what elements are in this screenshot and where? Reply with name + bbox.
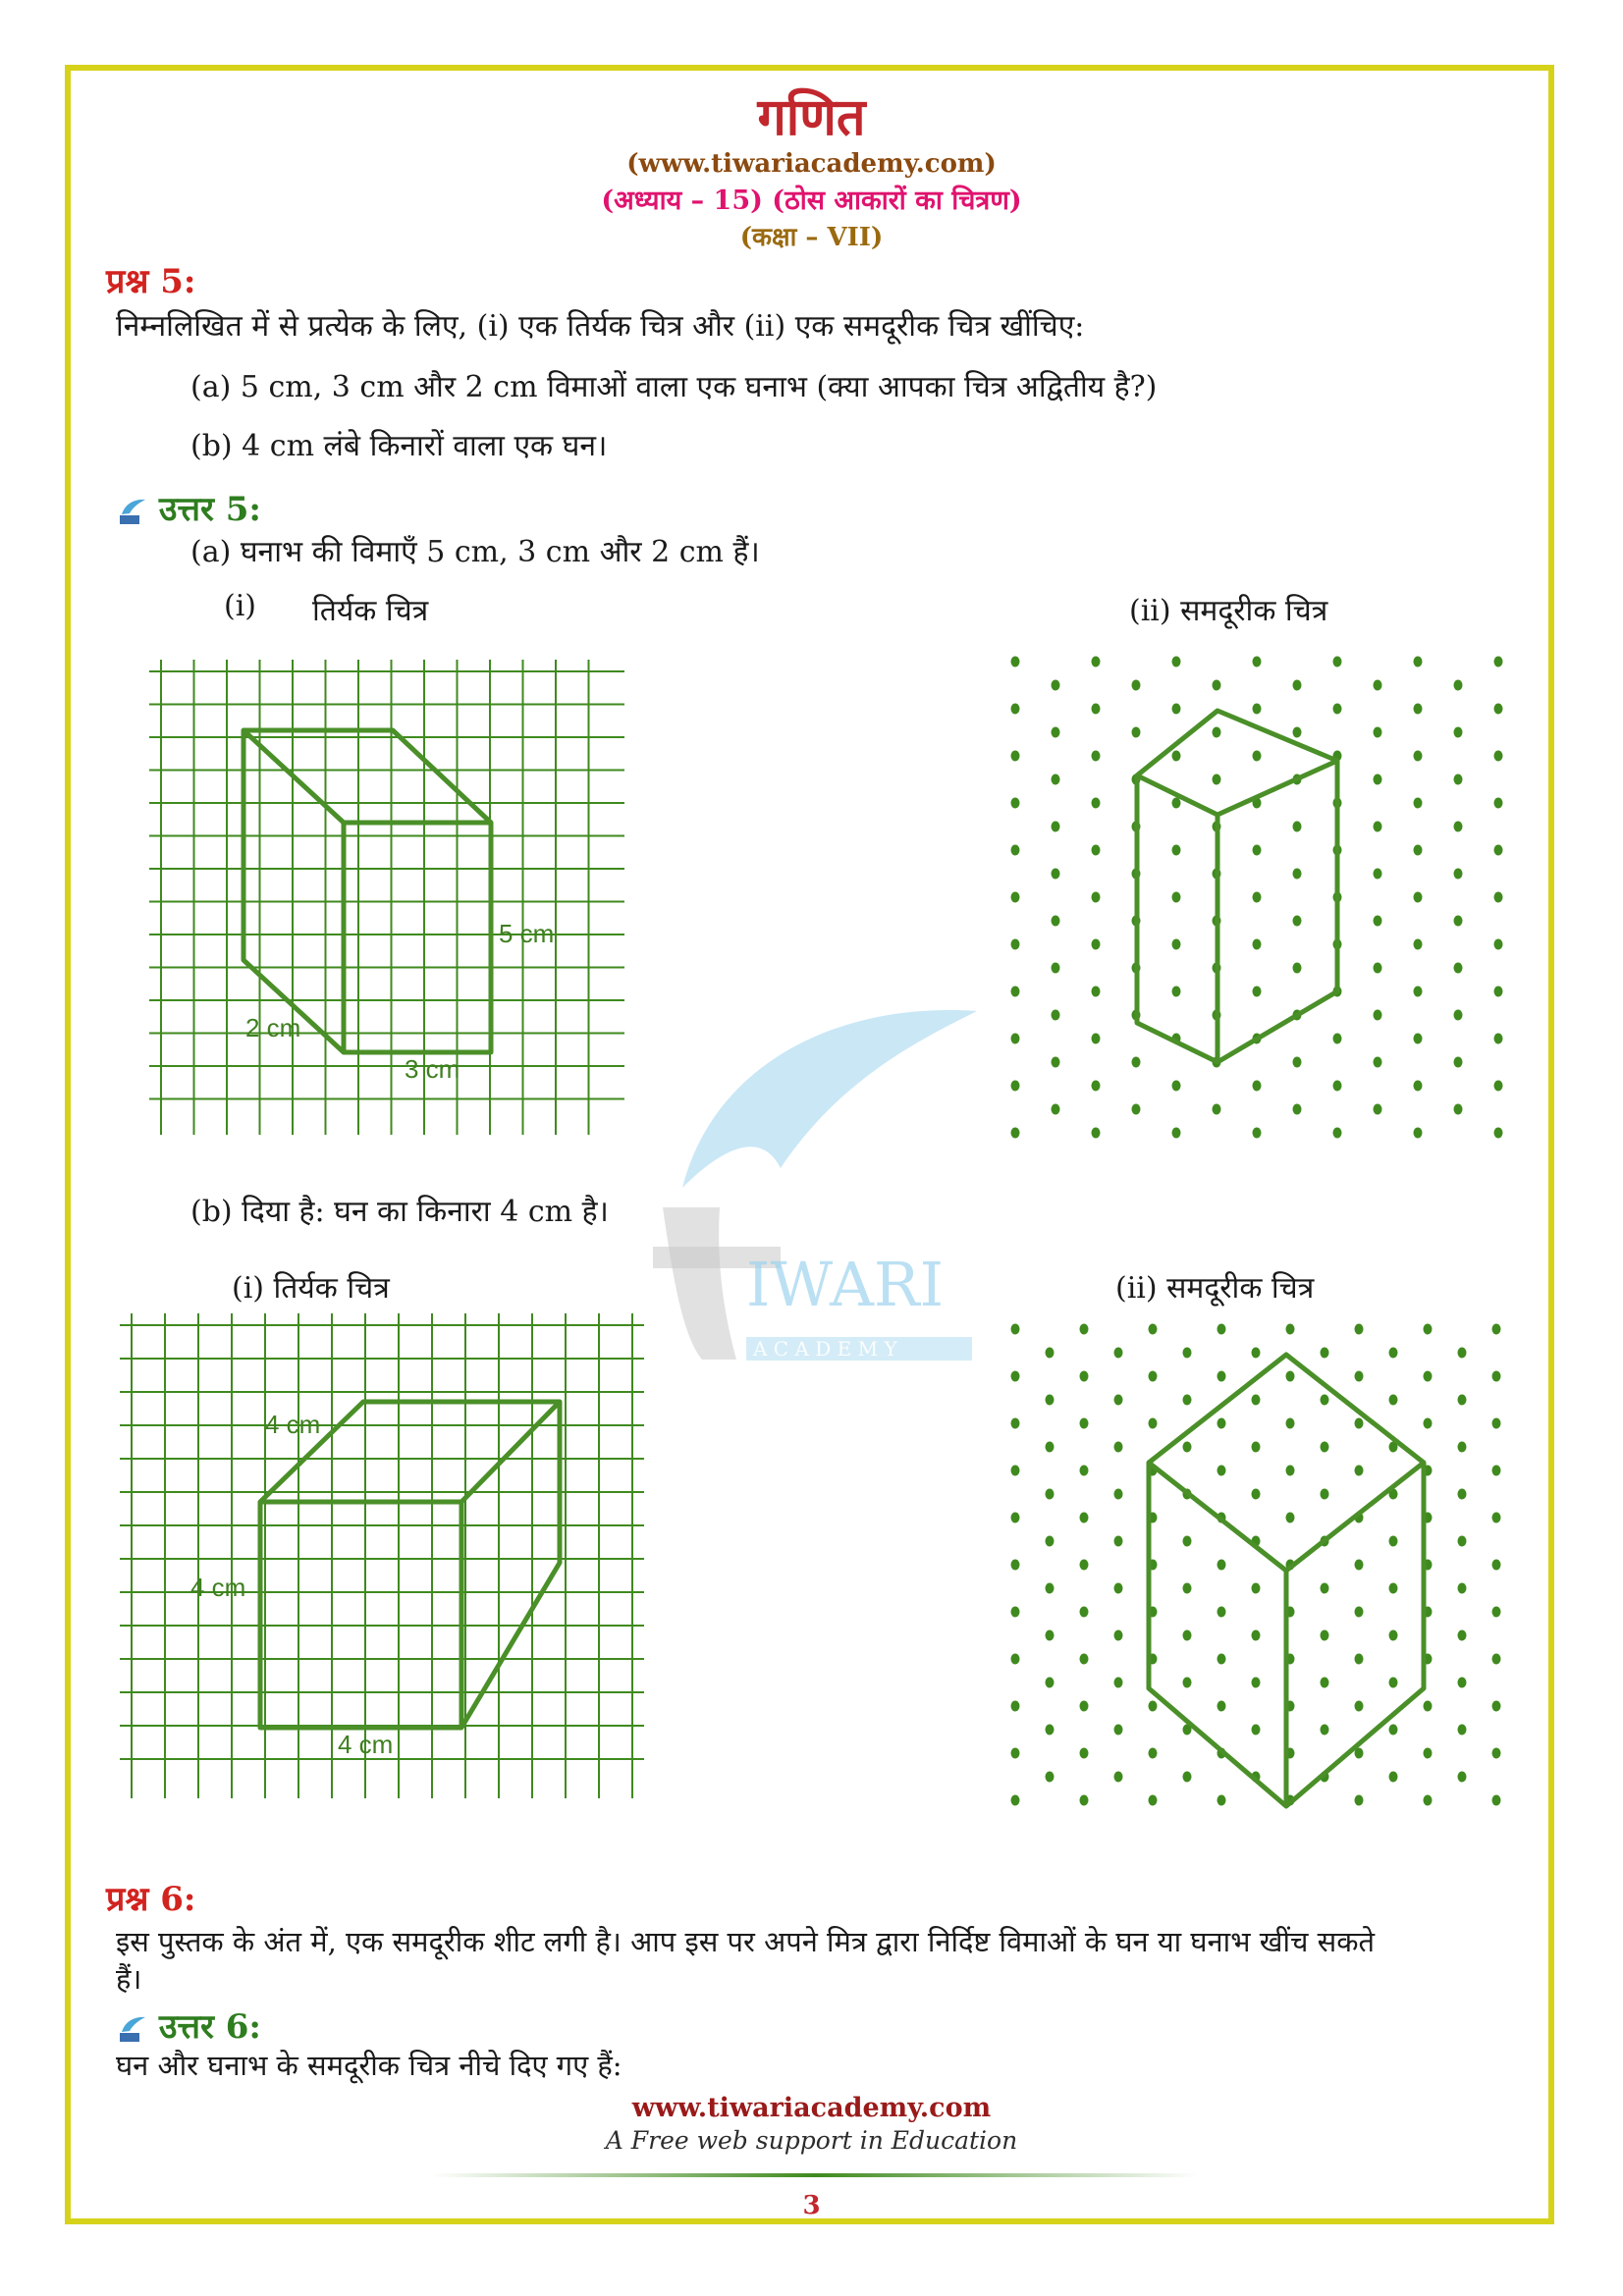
grid-dot xyxy=(1454,1057,1463,1068)
grid-dot xyxy=(1011,1081,1020,1092)
grid-dot xyxy=(1374,774,1382,785)
grid-dot xyxy=(1494,657,1503,667)
grid-dot xyxy=(1080,1466,1089,1476)
grid-dot xyxy=(1333,1081,1342,1092)
grid-dot xyxy=(1217,1795,1226,1806)
grid-dot xyxy=(1046,1348,1055,1359)
grid-dot xyxy=(1389,1772,1398,1783)
grid-dot xyxy=(1092,751,1101,762)
grid-dot xyxy=(1252,1583,1261,1594)
grid-dot xyxy=(1355,1466,1364,1476)
grid-dot xyxy=(1494,1034,1503,1044)
grid-dot xyxy=(1424,1324,1433,1335)
grid-dot xyxy=(1454,963,1463,974)
grid-dot xyxy=(1183,1678,1192,1688)
grid-dot xyxy=(1389,1630,1398,1641)
grid-dot xyxy=(1321,1725,1329,1735)
grid-dot xyxy=(1149,1748,1158,1759)
grid-dot xyxy=(1092,1081,1101,1092)
grid-dot xyxy=(1132,1104,1141,1115)
grid-dot xyxy=(1217,1607,1226,1618)
grid-dot xyxy=(1011,1654,1020,1665)
grid-dot xyxy=(1458,1536,1467,1547)
cube-edges xyxy=(260,1402,560,1728)
grid-dot xyxy=(1492,1466,1501,1476)
grid-dot xyxy=(1046,1489,1055,1500)
grid-dot xyxy=(1213,1104,1221,1115)
grid-dot xyxy=(1293,822,1302,832)
grid-dot xyxy=(1092,987,1101,997)
grid-dot xyxy=(1424,1371,1433,1382)
footer-divider xyxy=(432,2169,1198,2181)
grid-dot xyxy=(1092,704,1101,715)
grid-dot xyxy=(1494,939,1503,950)
grid-dot xyxy=(1092,1128,1101,1139)
grid-dot xyxy=(1355,1418,1364,1429)
grid-dot xyxy=(1414,1128,1423,1139)
answer-6-heading: उत्तर 6: xyxy=(158,2007,261,2047)
grid-dot xyxy=(1052,869,1060,880)
answer-5-part-a: (a) घनाभ की विमाएँ 5 cm, 3 cm और 2 cm हैं। xyxy=(190,535,760,569)
grid-dot xyxy=(1293,869,1302,880)
grid-dot xyxy=(1492,1324,1501,1335)
grid-dot xyxy=(1389,1395,1398,1406)
grid-dot xyxy=(1011,939,1020,950)
question-6-text-line1: इस पुस्तक के अंत में, एक समदूरीक शीट लगी है। आप इस पर अपने मित्र द्वारा निर्दिष्ट विमाओं के घन या घनाभ खींच सकते xyxy=(116,1925,1376,1958)
grid-dot xyxy=(1011,1795,1020,1806)
grid-dot xyxy=(1217,1371,1226,1382)
grid-dot xyxy=(1454,1010,1463,1021)
grid-dot xyxy=(1183,1395,1192,1406)
grid-dot xyxy=(1080,1371,1089,1382)
grid-dot xyxy=(1114,1772,1123,1783)
grid-dot xyxy=(1494,798,1503,809)
label-2cm: 2 cm xyxy=(245,1013,301,1042)
edge-top-right xyxy=(1217,761,1337,815)
grid-dot xyxy=(1286,1513,1295,1523)
grid-dot xyxy=(1355,1701,1364,1712)
grid-dot xyxy=(1355,1795,1364,1806)
grid-dot xyxy=(1080,1701,1089,1712)
grid-dot xyxy=(1252,1489,1261,1500)
grid-dot xyxy=(1011,1128,1020,1139)
grid-dot xyxy=(1172,939,1181,950)
grid-dot xyxy=(1011,1513,1020,1523)
grid-dot xyxy=(1011,892,1020,903)
grid-dot xyxy=(1454,774,1463,785)
grid-dot xyxy=(1252,1348,1261,1359)
grid-dot xyxy=(1011,751,1020,762)
grid-dot xyxy=(1217,1324,1226,1335)
isometric-cuboid-figure xyxy=(992,638,1542,1148)
question-5-part-b: (b) 4 cm लंबे किनारों वाला एक घन। xyxy=(190,429,608,463)
grid-dot xyxy=(1114,1442,1123,1453)
grid-dot xyxy=(1052,1010,1060,1021)
grid-dot xyxy=(1149,1418,1158,1429)
grid-dot xyxy=(1414,704,1423,715)
grid-dot xyxy=(1424,1418,1433,1429)
grid-dot xyxy=(1414,751,1423,762)
grid-dot xyxy=(1355,1607,1364,1618)
cuboid-edges xyxy=(1137,711,1337,1062)
fig3-label: (i) तिर्यक चित्र xyxy=(232,1271,390,1306)
grid-dot xyxy=(1183,1772,1192,1783)
grid-dot xyxy=(1389,1678,1398,1688)
grid-dot xyxy=(1080,1795,1089,1806)
grid-dot xyxy=(1293,963,1302,974)
answer-6-text: घन और घनाभ के समदूरीक चित्र नीचे दिए गए हैं: xyxy=(116,2049,622,2082)
isometric-dot-grid xyxy=(1011,1324,1501,1806)
grid-dot xyxy=(1052,822,1060,832)
grid-dot xyxy=(1253,1128,1262,1139)
fig2-label: (ii) समदूरीक चित्र xyxy=(1129,594,1328,628)
oblique-cube-figure xyxy=(118,1306,648,1806)
grid-dot xyxy=(1333,704,1342,715)
cuboid-edges xyxy=(243,730,491,1052)
grid-dot xyxy=(1092,798,1101,809)
grid-dot xyxy=(1046,1395,1055,1406)
grid-dot xyxy=(1286,1371,1295,1382)
grid-dot xyxy=(1149,1795,1158,1806)
grid-dot xyxy=(1374,1104,1382,1115)
grid-dot xyxy=(1114,1725,1123,1735)
grid-dot xyxy=(1046,1583,1055,1594)
grid-dot xyxy=(1321,1348,1329,1359)
grid-dot xyxy=(1114,1583,1123,1594)
answer-5-heading-row xyxy=(116,485,261,530)
grid-dot xyxy=(1011,1701,1020,1712)
grid-dot xyxy=(1011,1748,1020,1759)
fig1-label-text: तिर्यक चित्र xyxy=(312,594,429,628)
grid-dot xyxy=(1132,1057,1141,1068)
grid-dot xyxy=(1454,822,1463,832)
grid-dot xyxy=(1183,1442,1192,1453)
grid-dot xyxy=(1492,1654,1501,1665)
grid-dot xyxy=(1414,798,1423,809)
grid-dot xyxy=(1458,1395,1467,1406)
grid-dot xyxy=(1253,939,1262,950)
grid-dot xyxy=(1149,1701,1158,1712)
grid-dot xyxy=(1414,1034,1423,1044)
grid-dot xyxy=(1172,845,1181,856)
answer-5-heading: उत्तर 5: xyxy=(158,490,261,529)
grid-dot xyxy=(1080,1513,1089,1523)
grid-dot xyxy=(1172,1128,1181,1139)
grid-dot xyxy=(1286,1418,1295,1429)
grid-dot xyxy=(1414,845,1423,856)
cuboid-outline xyxy=(243,730,491,1052)
grid-dot xyxy=(1494,751,1503,762)
grid-dot xyxy=(1494,892,1503,903)
grid-dot xyxy=(1355,1560,1364,1571)
label-depth-4cm: 4 cm xyxy=(265,1410,321,1439)
grid-dot xyxy=(1458,1678,1467,1688)
label-height-4cm: 4 cm xyxy=(190,1573,246,1602)
question-5-part-a: (a) 5 cm, 3 cm और 2 cm विमाओं वाला एक घनाभ (क्या आपका चित्र अद्वितीय है?) xyxy=(190,370,1158,404)
grid-dot xyxy=(1389,1725,1398,1735)
grid-dot xyxy=(1213,727,1221,738)
edge-top-right-diagonal xyxy=(461,1402,560,1502)
grid-dot xyxy=(1494,704,1503,715)
grid-dot xyxy=(1389,1536,1398,1547)
grid-dot xyxy=(1080,1324,1089,1335)
grid-dot xyxy=(1011,1418,1020,1429)
grid-dot xyxy=(1374,680,1382,691)
tiwari-watermark xyxy=(643,982,997,1374)
grid-dot xyxy=(1183,1630,1192,1641)
grid-dot xyxy=(1252,1630,1261,1641)
grid-dot xyxy=(1046,1772,1055,1783)
class-label: (कक्षा – VII) xyxy=(739,223,884,252)
grid-dot xyxy=(1492,1701,1501,1712)
grid-dot xyxy=(1458,1583,1467,1594)
grid-dot xyxy=(1052,774,1060,785)
grid-dot xyxy=(1355,1371,1364,1382)
grid-dot xyxy=(1114,1348,1123,1359)
grid-dot xyxy=(1374,1010,1382,1021)
watermark-sub: A C A D E M Y xyxy=(753,1337,897,1361)
grid-dot xyxy=(1132,680,1141,691)
grid-dot xyxy=(1492,1795,1501,1806)
header-website: (www.tiwariacademy.com) xyxy=(626,149,997,179)
answer-6-heading-row xyxy=(116,2002,261,2048)
grid-dot xyxy=(1454,916,1463,927)
grid-dot xyxy=(1213,680,1221,691)
question-6-heading: प्रश्न 6: xyxy=(106,1880,196,1919)
grid-dot xyxy=(1492,1748,1501,1759)
grid-dot xyxy=(1132,727,1141,738)
grid-dot xyxy=(1046,1536,1055,1547)
grid-dot xyxy=(1458,1348,1467,1359)
grid-dot xyxy=(1424,1795,1433,1806)
grid-dot xyxy=(1052,1104,1060,1115)
grid-dot xyxy=(1458,1489,1467,1500)
grid-dot xyxy=(1183,1348,1192,1359)
grid-dot xyxy=(1454,1104,1463,1115)
grid-dot xyxy=(1172,751,1181,762)
grid-dot xyxy=(1293,680,1302,691)
grid-dot xyxy=(1293,916,1302,927)
isometric-cube-figure xyxy=(992,1306,1542,1836)
grid-dot xyxy=(1253,845,1262,856)
grid-dot xyxy=(1494,987,1503,997)
question-5-text: निम्नलिखित में से प्रत्येक के लिए, (i) एक तिर्यक चित्र और (ii) एक समदूरीक चित्र खींचिए: xyxy=(116,309,1085,344)
grid-dot xyxy=(1374,869,1382,880)
grid-dot xyxy=(1011,1371,1020,1382)
grid-dot xyxy=(1374,916,1382,927)
grid-dot xyxy=(1253,892,1262,903)
grid-dot xyxy=(1333,1128,1342,1139)
grid-dot xyxy=(1293,727,1302,738)
grid-dot xyxy=(1414,657,1423,667)
grid-dot xyxy=(1046,1442,1055,1453)
grid-dot xyxy=(1458,1442,1467,1453)
grid-dot xyxy=(1114,1489,1123,1500)
grid-dot xyxy=(1414,1081,1423,1092)
grid-dot xyxy=(1355,1654,1364,1665)
grid-dot xyxy=(1092,939,1101,950)
grid-dot xyxy=(1374,963,1382,974)
grid-dot xyxy=(1321,1583,1329,1594)
grid-dot xyxy=(1494,845,1503,856)
grid-dot xyxy=(1492,1513,1501,1523)
grid-dot xyxy=(1492,1371,1501,1382)
grid-dot xyxy=(1286,1324,1295,1335)
grid-dot xyxy=(1253,987,1262,997)
grid-dot xyxy=(1424,1748,1433,1759)
grid-dot xyxy=(1414,987,1423,997)
grid-dot xyxy=(1172,798,1181,809)
grid-dot xyxy=(1374,822,1382,832)
grid-dot xyxy=(1183,1583,1192,1594)
grid-dot xyxy=(1046,1725,1055,1735)
grid-dot xyxy=(1286,1466,1295,1476)
grid-dot xyxy=(1389,1348,1398,1359)
grid-dot xyxy=(1011,1560,1020,1571)
grid-dot xyxy=(1080,1560,1089,1571)
grid-dot xyxy=(1213,774,1221,785)
grid-dot xyxy=(1458,1772,1467,1783)
grid-dot xyxy=(1011,1034,1020,1044)
grid-dot xyxy=(1454,727,1463,738)
grid-dot xyxy=(1253,751,1262,762)
label-width-4cm: 4 cm xyxy=(338,1730,394,1759)
grid-dot xyxy=(1011,657,1020,667)
grid-dot xyxy=(1414,939,1423,950)
grid-dot xyxy=(1149,1371,1158,1382)
grid-dot xyxy=(1092,845,1101,856)
fig1-label-num: (i) xyxy=(224,589,257,623)
oblique-cuboid-figure xyxy=(147,658,628,1139)
grid-dot xyxy=(1011,1607,1020,1618)
question-5-heading: प्रश्न 5: xyxy=(106,262,196,301)
grid-dot xyxy=(1052,1057,1060,1068)
footer-tagline: A Free web support in Education xyxy=(605,2126,1018,2155)
grid-dot xyxy=(1011,798,1020,809)
grid-dot xyxy=(1114,1678,1123,1688)
grid-dot xyxy=(1172,657,1181,667)
grid-dot xyxy=(1080,1607,1089,1618)
grid-dot xyxy=(1052,963,1060,974)
grid-dot xyxy=(1252,1678,1261,1688)
grid-dot xyxy=(1011,845,1020,856)
grid-dot xyxy=(1321,1489,1329,1500)
grid-dot xyxy=(1217,1560,1226,1571)
grid-dot xyxy=(1492,1560,1501,1571)
grid-dot xyxy=(1149,1324,1158,1335)
grid-dot xyxy=(1454,869,1463,880)
grid-dot xyxy=(1414,892,1423,903)
label-3cm: 3 cm xyxy=(405,1054,460,1084)
grid-dot xyxy=(1454,680,1463,691)
grid-dot xyxy=(1253,1081,1262,1092)
grid-dot xyxy=(1092,1034,1101,1044)
grid-dot xyxy=(1321,1442,1329,1453)
watermark-brand: IWARI xyxy=(746,1249,945,1320)
grid-dot xyxy=(1172,704,1181,715)
grid-dot xyxy=(1052,916,1060,927)
grid-dot xyxy=(1494,1081,1503,1092)
grid-dot xyxy=(1253,704,1262,715)
grid-dot xyxy=(1217,1654,1226,1665)
question-6-text-line2: हैं। xyxy=(116,1962,142,1996)
grid-dot xyxy=(1389,1583,1398,1594)
grid-dot xyxy=(1092,892,1101,903)
grid-dot xyxy=(1321,1395,1329,1406)
grid-dot xyxy=(1080,1418,1089,1429)
grid-dot xyxy=(1011,987,1020,997)
cuboid-outline xyxy=(1137,711,1337,1062)
grid-dot xyxy=(1252,1725,1261,1735)
grid-dot xyxy=(1172,892,1181,903)
grid-dot xyxy=(1046,1678,1055,1688)
grid-dot xyxy=(1092,657,1101,667)
grid-dot xyxy=(1080,1748,1089,1759)
grid-dot xyxy=(1321,1678,1329,1688)
grid-dot xyxy=(1253,657,1262,667)
grid-dot xyxy=(1172,1081,1181,1092)
edge-top-right xyxy=(1286,1463,1424,1571)
label-5cm: 5 cm xyxy=(499,919,555,948)
edge-top-left xyxy=(1137,775,1217,815)
grid-dot xyxy=(1114,1536,1123,1547)
chapter-title: (अध्याय – 15) (ठोस आकारों का चित्रण) xyxy=(601,186,1022,216)
edge-top-left xyxy=(1149,1463,1286,1571)
grid-dot xyxy=(1458,1630,1467,1641)
grid-dot xyxy=(1321,1630,1329,1641)
page-title: गणित xyxy=(757,87,866,147)
grid-dot xyxy=(1458,1725,1467,1735)
grid-dot xyxy=(1374,727,1382,738)
grid-dot xyxy=(1217,1466,1226,1476)
grid-dot xyxy=(1114,1395,1123,1406)
grid-dot xyxy=(1052,727,1060,738)
grid-dot xyxy=(1011,1324,1020,1335)
grid-dot xyxy=(1293,1057,1302,1068)
grid-dot xyxy=(1172,987,1181,997)
tiwari-logo-icon xyxy=(116,497,147,526)
page-number: 3 xyxy=(802,2191,821,2220)
grid-dot xyxy=(1424,1701,1433,1712)
grid-dot xyxy=(1374,1057,1382,1068)
grid-dot xyxy=(1492,1607,1501,1618)
grid-dot xyxy=(1052,680,1060,691)
grid-dot xyxy=(1252,1442,1261,1453)
grid-dot xyxy=(1217,1701,1226,1712)
grid-dot xyxy=(1293,1104,1302,1115)
tiwari-logo-icon xyxy=(116,2014,147,2044)
grid-dot xyxy=(1333,657,1342,667)
grid-dot xyxy=(1011,1466,1020,1476)
grid-dot xyxy=(1494,1128,1503,1139)
grid-dot xyxy=(1492,1418,1501,1429)
fig4-label: (ii) समदूरीक चित्र xyxy=(1115,1271,1315,1306)
grid-dot xyxy=(1333,1034,1342,1044)
grid-dot xyxy=(1183,1536,1192,1547)
grid-dot xyxy=(1114,1630,1123,1641)
grid-dot xyxy=(1217,1418,1226,1429)
grid-dot xyxy=(1355,1324,1364,1335)
answer-5-part-b: (b) दिया है: घन का किनारा 4 cm है। xyxy=(190,1195,609,1229)
grid-dot xyxy=(1046,1630,1055,1641)
grid-dot xyxy=(1080,1654,1089,1665)
grid-dot xyxy=(1011,704,1020,715)
footer-website[interactable]: www.tiwariacademy.com xyxy=(631,2093,992,2123)
grid-dot xyxy=(1252,1395,1261,1406)
